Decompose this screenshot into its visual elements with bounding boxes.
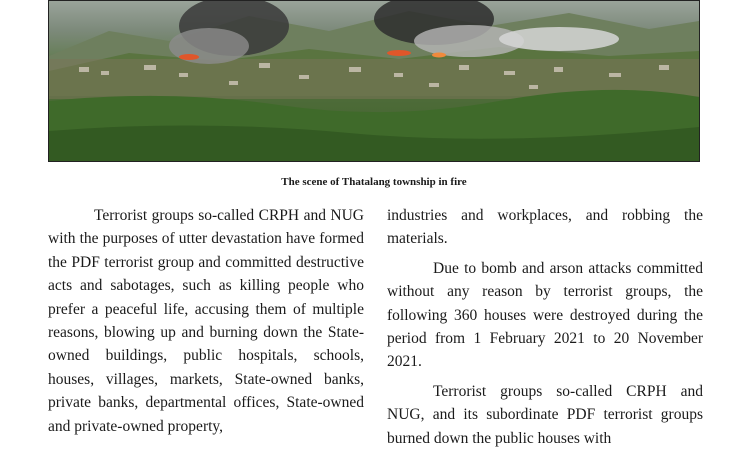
article-paragraph: Terrorist groups so-called CRPH and NUG, and its subordinate PDF terrorist groups burned down the public houses with (387, 382, 703, 447)
article-paragraph: Due to bomb and arson attacks committed without any reason by terrorist groups, the following 360 houses were destroyed during the period from 1 February 2021 to 20 November 2021. (387, 259, 703, 371)
article-left-column (48, 204, 364, 438)
article-right-column (387, 204, 703, 450)
figure-caption: The scene of Thatalang township in fire (281, 176, 467, 188)
fire-scene-image (49, 1, 699, 161)
article-paragraph: Terrorist groups so-called CRPH and NUG with the purposes of utter devastation have formed the PDF terrorist group and committed destructive acts and sabotages, such as killing people who prefer a peaceful life, accusing them of multiple reasons, blowing up and burning down the State-owned buildings, public hospitals, schools, houses, villages, markets, State-owned banks, private banks, departmental offices, State-owned and private-owned property, (48, 207, 364, 435)
township-fire-photo (48, 0, 700, 162)
article-paragraph: industries and workplaces, and robbing the materials. (387, 207, 703, 248)
